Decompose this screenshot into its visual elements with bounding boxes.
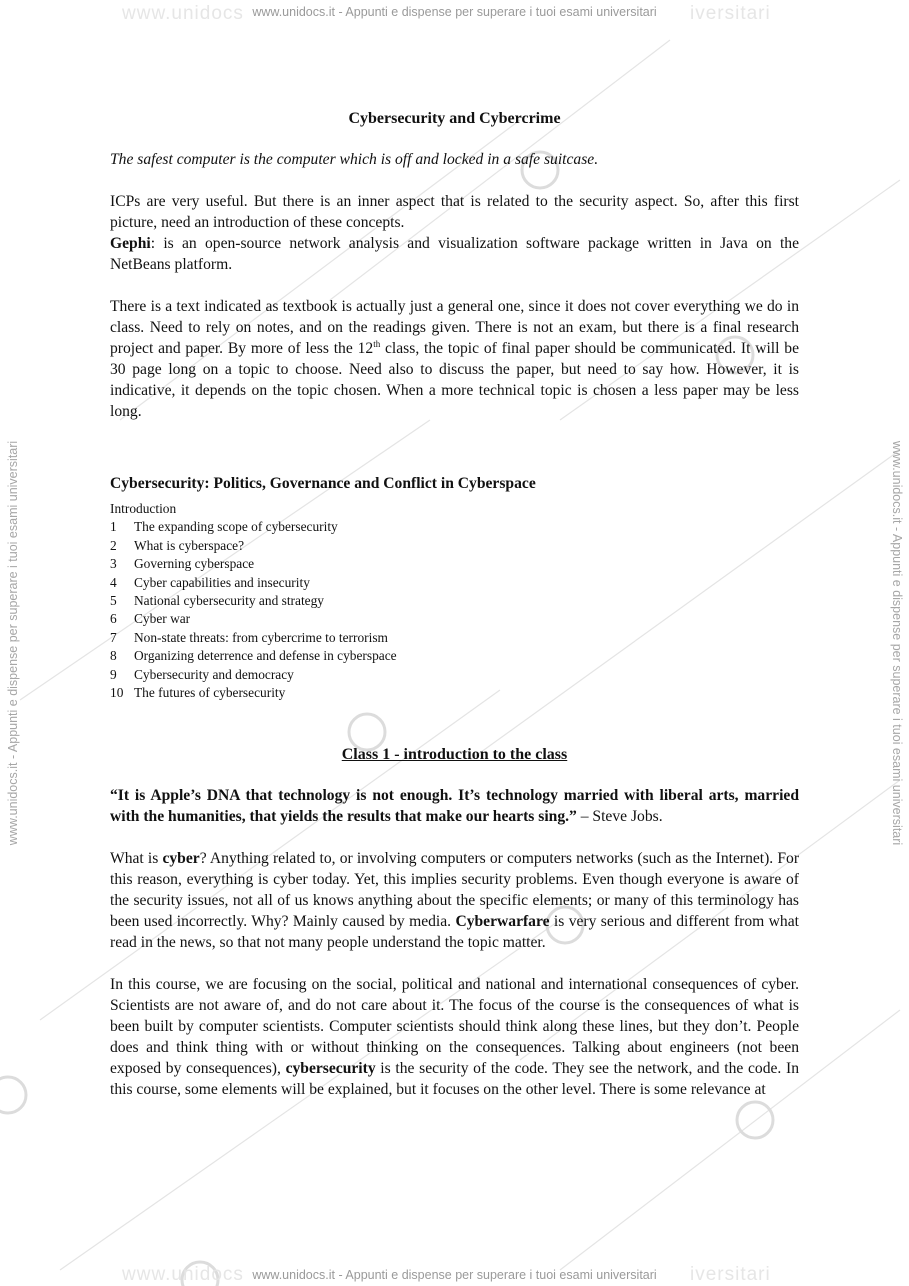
toc-number: 4 [110,574,117,590]
toc-number: 6 [110,611,117,627]
textbook-text-b: class, the topic of final paper should be communicated. It will be 30 page long on a topic to choose. Need also to discuss the paper, but need to say how. However, it is indicative, it depends on the topic chosen. When a more technical topic is chosen a less paper may be less long. [110,340,799,420]
toc-label: National cybersecurity and strategy [134,593,324,609]
textbook-superscript: th [373,338,381,349]
book-title: Cybersecurity: Politics, Governance and Conflict in Cyberspace [110,475,536,492]
watermark-side-left: www.unidocs.it - Appunti e dispense per superare i tuoi esami universitari [6,440,20,846]
toc-item [110,555,799,573]
table-of-contents [110,500,799,702]
motto: The safest computer is the computer which is off and locked in a safe suitcase. [110,151,599,168]
cyber-term: cyber [162,850,200,868]
toc-item [110,574,799,592]
intro-paragraph: ICPs are very useful. But there is an inner aspect that is related to the security aspect. So, after this first picture, need an introduction of these concepts. [110,193,799,231]
toc-item [110,592,799,610]
textbook-paragraph [110,296,799,422]
toc-number: 7 [110,629,117,645]
toc-label: What is cyberspace? [134,537,245,553]
section-gap [110,443,799,473]
document-title: Cybersecurity and Cybercrime [348,110,561,127]
watermark-faint-left: www.unidocs [122,3,244,24]
gephi-term: Gephi [110,235,151,252]
toc-item [110,610,799,628]
watermark-logo [737,1102,773,1138]
cyber-text-b: ? Anything related to, or involving computers or computers networks (such as the Internet). For this reason, everything is cyber today. Yet, this implies security problems. Even though everyone is aware of the security issues, not all of us knows anything about the specific elements; or many of this terminology has been used incorrectly. Why? Mainly caused by media. [110,850,800,931]
toc-item [110,666,799,684]
jobs-quote-paragraph [110,785,799,827]
toc-number: 1 [110,519,117,535]
course-text-b: is the security of the code. They see the network, and the code. In this course, some elements will be explained, but it focuses on the other level. There is some relevance at [110,1060,799,1099]
jobs-attribution: – Steve Jobs. [576,808,663,826]
course-text-a: In this course, we are focusing on the social, political and national and international consequences of cyber. Scientists are not aware of, and do not care about it. The focus of the course is the consequences of what is been built by computer scientists. Computer scientists should think along these lines, but they don’t. People does and think thing with or without thinking on the consequences. Talking about engineers (not been exposed by consequences), [110,976,799,1078]
watermark-banner-top: www.unidocs.it - Appunti e dispense per superare i tuoi esami universitari [252,5,657,19]
cyber-paragraph [110,848,799,953]
document-body [110,108,799,1100]
cyber-text-c: is very serious and different from what read in the news, so that not many people understand the topic matter. [110,913,799,952]
toc-label: The expanding scope of cybersecurity [134,519,338,535]
gephi-paragraph [110,233,799,275]
course-paragraph [110,974,799,1100]
toc-label: Cybersecurity and democracy [134,666,294,682]
cyber-text-a: What is [110,850,163,868]
cyberwarfare-term: Cyberwarfare [455,913,550,931]
toc-item [110,684,799,702]
cybersecurity-term: cybersecurity [285,1060,376,1078]
watermark-banner-bottom: www.unidocs.it - Appunti e dispense per superare i tuoi esami universitari [252,1268,657,1282]
watermark-side-right: www.unidocs.it - Appunti e dispense per superare i tuoi esami universitari [890,440,904,846]
textbook-text-a: There is a text indicated as textbook is actually just a general one, since it does not cover everything we do in class. Need to rely on notes, and on the readings given. There is not an exam, but there is a final research project and paper. By more of less the 12 [110,298,799,357]
gephi-definition: : is an open-source network analysis and visualization software package written in Java on the NetBeans platform. [110,235,799,273]
toc-item [110,518,799,536]
class-heading: Class 1 - introduction to the class [341,746,568,764]
watermark-faint-right-bottom: iversitari [690,1264,771,1285]
jobs-quote: “It is Apple’s DNA that technology is not enough. It’s technology married with liberal arts, married with the humanities, that yields the results that make our hearts sing.” [110,787,799,826]
toc-number: 8 [110,648,117,664]
toc-item [110,537,799,555]
toc-item [110,629,799,647]
watermark-logo [0,1077,26,1113]
toc-number: 5 [110,593,117,609]
toc-label: Organizing deterrence and defense in cyberspace [134,648,397,664]
toc-label: Non-state threats: from cybercrime to terrorism [134,629,388,645]
toc-item [110,647,799,665]
toc-number: 10 [110,685,124,701]
toc-number: 2 [110,537,117,553]
watermark-faint-left-bottom: www.unidocs [122,1264,244,1285]
toc-number: 3 [110,556,117,572]
toc-label: Cyber capabilities and insecurity [134,574,310,590]
toc-introduction: Introduction [110,501,177,516]
toc-label: The futures of cybersecurity [134,685,286,701]
toc-number: 9 [110,666,117,682]
toc-label: Governing cyberspace [134,556,255,572]
watermark-faint-right: iversitari [690,3,771,24]
toc-label: Cyber war [134,611,191,627]
